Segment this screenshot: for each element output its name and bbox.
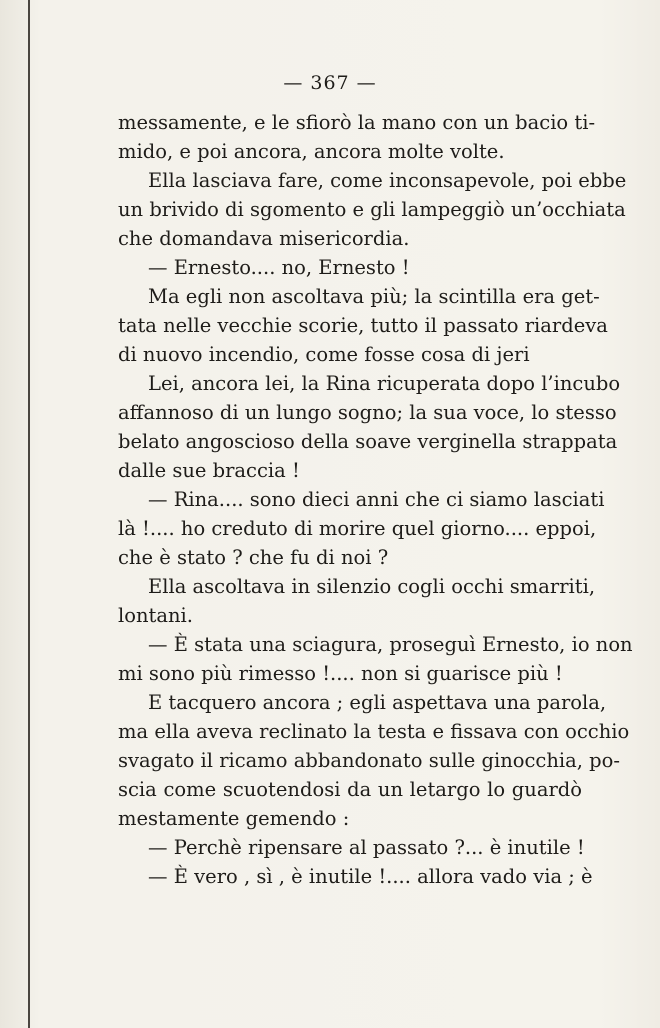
text-line-18: lontani. xyxy=(118,604,193,627)
text-line-9: di nuovo incendio, come fosse cosa di jeri xyxy=(118,343,530,366)
text-line-6: — Ernesto.... no, Ernesto ! xyxy=(148,256,410,279)
text-line-16: che è stato ? che fu di noi ? xyxy=(118,546,389,569)
text-line-2: mido, e poi ancora, ancora molte volte. xyxy=(118,140,505,163)
text-line-25: mestamente gemendo : xyxy=(118,807,350,830)
text-line-19: — È stata una sciagura, proseguì Ernesto, io non xyxy=(148,633,633,656)
page-number: — 367 — xyxy=(283,72,377,94)
text-line-27: — È vero , sì , è inutile !.... allora vado via ; è xyxy=(148,865,593,888)
text-line-12: belato angoscioso della soave verginella strappata xyxy=(118,430,618,453)
text-line-20: mi sono più rimesso !.... non si guarisce più ! xyxy=(118,662,563,685)
text-line-22: ma ella aveva reclinato la testa e fissava con occhio xyxy=(118,720,630,743)
text-line-21: E tacquero ancora ; egli aspettava una parola, xyxy=(148,691,607,714)
text-line-1: messamente, e le sfiorò la mano con un bacio ti- xyxy=(118,111,596,134)
text-line-26: — Perchè ripensare al passato ?... è inutile ! xyxy=(148,836,585,859)
text-line-17: Ella ascoltava in silenzio cogli occhi smarriti, xyxy=(148,575,596,598)
binding-edge xyxy=(28,0,30,1028)
text-line-24: scia come scuotendosi da un letargo lo guardò xyxy=(118,778,582,801)
text-line-15: là !.... ho creduto di morire quel giorno.... eppoi, xyxy=(118,517,597,540)
text-line-14: — Rina.... sono dieci anni che ci siamo lasciati xyxy=(148,488,605,511)
text-line-13: dalle sue braccia ! xyxy=(118,459,300,482)
text-line-7: Ma egli non ascoltava più; la scintilla era get- xyxy=(148,285,600,308)
text-line-8: tata nelle vecchie scorie, tutto il passato riardeva xyxy=(118,314,608,337)
text-line-23: svagato il ricamo abbandonato sulle ginocchia, po- xyxy=(118,749,620,772)
text-line-4: un brivido di sgomento e gli lampeggiò un’occhiata xyxy=(118,198,626,221)
text-line-10: Lei, ancora lei, la Rina ricuperata dopo l’incubo xyxy=(148,372,621,395)
text-line-11: affannoso di un lungo sogno; la sua voce, lo stesso xyxy=(118,401,617,424)
text-line-3: Ella lasciava fare, come inconsapevole, poi ebbe xyxy=(148,169,627,192)
body-text xyxy=(118,108,633,891)
text-line-5: che domandava misericordia. xyxy=(118,227,410,250)
